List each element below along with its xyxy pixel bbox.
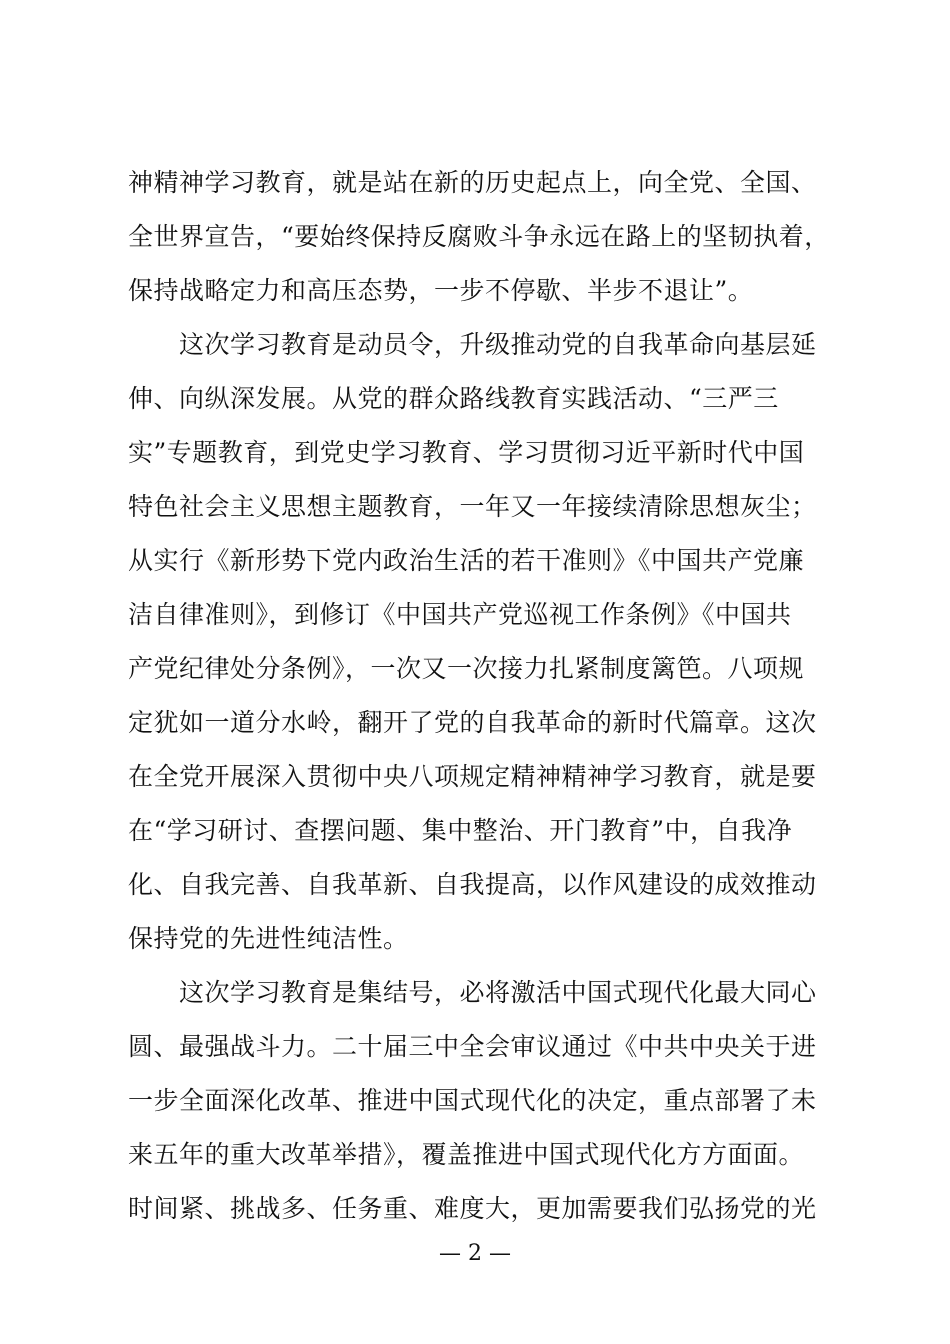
text-line: 圆、最强战斗力。二十届三中全会审议通过《中共中央关于进 — [128, 1032, 817, 1061]
text-line: 定犹如一道分水岭，翻开了党的自我革命的新时代篇章。这次 — [128, 708, 817, 737]
text-line: 在“学习研讨、查摆问题、集中整治、开门教育”中，自我净 — [128, 816, 793, 845]
text-line: 特色社会主义思想主题教育，一年又一年接续清除思想灰尘； — [128, 492, 817, 521]
text-line: 伸、向纵深发展。从党的群众路线教育实践活动、“三严三 — [128, 384, 779, 413]
text-line: 从实行《新形势下党内政治生活的若干准则》《中国共产党廉 — [128, 546, 805, 575]
text-line: 洁自律准则》，到修订《中国共产党巡视工作条例》《中国共 — [128, 600, 792, 629]
text-line: 这次学习教育是动员令，升级推动党的自我革命向基层延 — [128, 330, 817, 359]
text-line: 化、自我完善、自我革新、自我提高，以作风建设的成效推动 — [128, 870, 817, 899]
body-text — [128, 156, 848, 1236]
text-line: 来五年的重大改革举措》，覆盖推进中国式现代化方方面面。 — [128, 1140, 805, 1169]
text-line: 产党纪律处分条例》，一次又一次接力扎紧制度篱笆。八项规 — [128, 654, 805, 683]
text-line: 时间紧、挑战多、任务重、难度大，更加需要我们弘扬党的光 — [128, 1194, 817, 1223]
page-number: — 2 — — [439, 1241, 511, 1266]
text-line: 实”专题教育，到党史学习教育、学习贯彻习近平新时代中国 — [128, 438, 805, 467]
text-line: 一步全面深化改革、推进中国式现代化的决定，重点部署了未 — [128, 1086, 817, 1115]
text-line: 这次学习教育是集结号，必将激活中国式现代化最大同心 — [128, 978, 817, 1007]
text-line: 神精神学习教育，就是站在新的历史起点上，向全党、全国、 — [128, 168, 817, 197]
text-line: 在全党开展深入贯彻中央八项规定精神精神学习教育，就是要 — [128, 762, 817, 791]
text-line: 全世界宣告，“要始终保持反腐败斗争永远在路上的坚韧执着， — [128, 222, 830, 251]
text-line: 保持战略定力和高压态势，一步不停歇、半步不退让”。 — [128, 276, 754, 305]
text-line: 保持党的先进性纯洁性。 — [128, 924, 409, 953]
